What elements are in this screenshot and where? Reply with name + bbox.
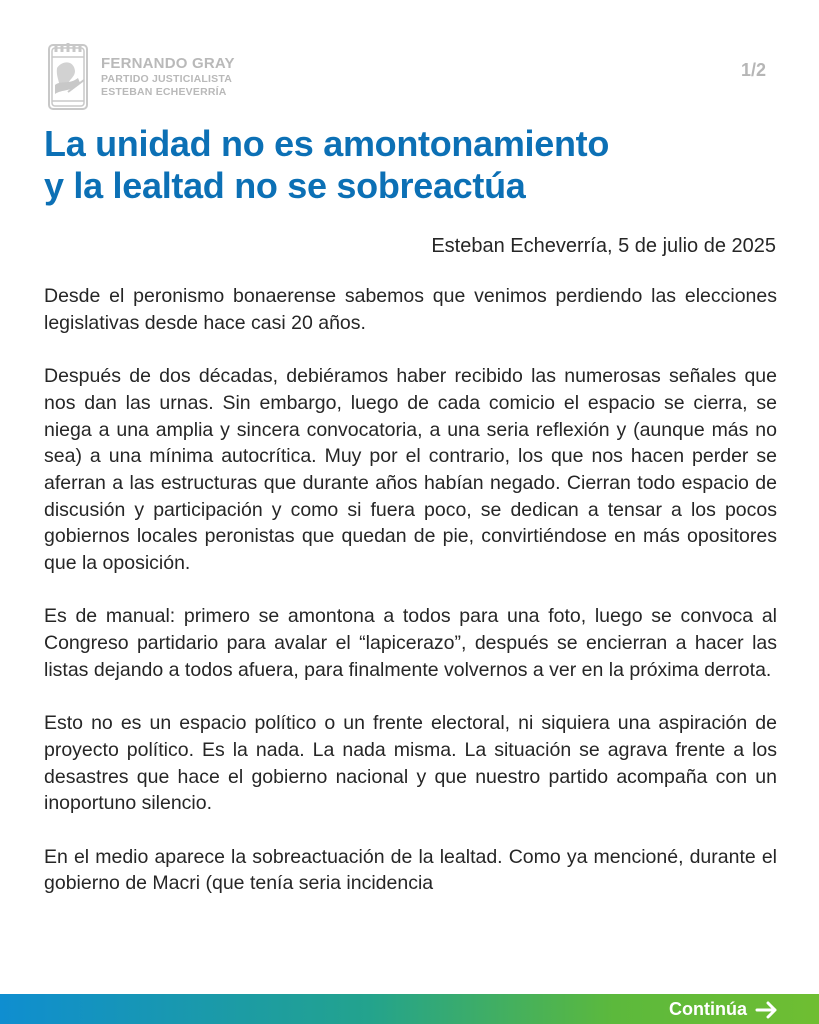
brand-district: ESTEBAN ECHEVERRÍA xyxy=(101,85,227,98)
brand-block xyxy=(101,56,235,99)
brand-name: FERNANDO GRAY xyxy=(101,55,235,72)
paragraph: En el medio aparece la sobreactuación de la lealtad. Como ya mencioné, durante el gobierno de Macri (que tenía seria incidencia xyxy=(44,845,777,895)
paragraph: Esto no es un espacio político o un frente electoral, ni siquiera una aspiración de proyecto político. Es la nada. La nada misma. La situación se agrava frente a los desastres que hace el gobierno nacional y que nuestro partido acompaña con un inoportuno silencio. xyxy=(44,712,777,815)
place-date: Esteban Echeverría, 5 de julio de 2025 xyxy=(431,235,776,257)
arrow-right-icon xyxy=(755,1001,779,1019)
page-title xyxy=(44,123,764,207)
title-line-1: La unidad no es amontonamiento xyxy=(44,123,610,164)
continue-label: Continúa xyxy=(669,999,747,1019)
brand-party: PARTIDO JUSTICIALISTA xyxy=(101,73,232,85)
title-line-2: y la lealtad no se sobreactúa xyxy=(44,165,526,206)
footer-gradient-band xyxy=(0,994,819,1024)
continue-link[interactable] xyxy=(669,999,779,1020)
paragraph: Es de manual: primero se amontona a todos para una foto, luego se convoca al Congreso partidario para avalar el “lapicerazo”, después se encierran a hacer las listas dejando a todos afuera, para finalmente volvernos a ver en la próxima derrota. xyxy=(44,605,777,681)
paragraph: Desde el peronismo bonaerense sabemos que venimos perdiendo las elecciones legislativas desde hace casi 20 años. xyxy=(44,285,777,334)
paragraph: Después de dos décadas, debiéramos haber recibido las numerosas señales que nos dan las urnas. Sin embargo, luego de cada comicio el espacio se cierra, se niega a una amplia y sincera convocatoria, a una seria reflexión y (aunque más no sea) a una mínima autocrítica. Muy por el contrario, los que nos hacen perder se aferran a las estructuras que durante años habían negado. Cierran todo espacio de discusión y participación y como si fuera poco, se dedican a tensar a los pocos gobiernos locales peronistas que quedan de pie, convirtiéndose en más opositores que la oposición. xyxy=(44,365,777,575)
party-shield-icon xyxy=(44,40,92,112)
page-header xyxy=(44,40,784,114)
page-indicator: 1/2 xyxy=(740,60,766,80)
document-body xyxy=(44,283,777,897)
